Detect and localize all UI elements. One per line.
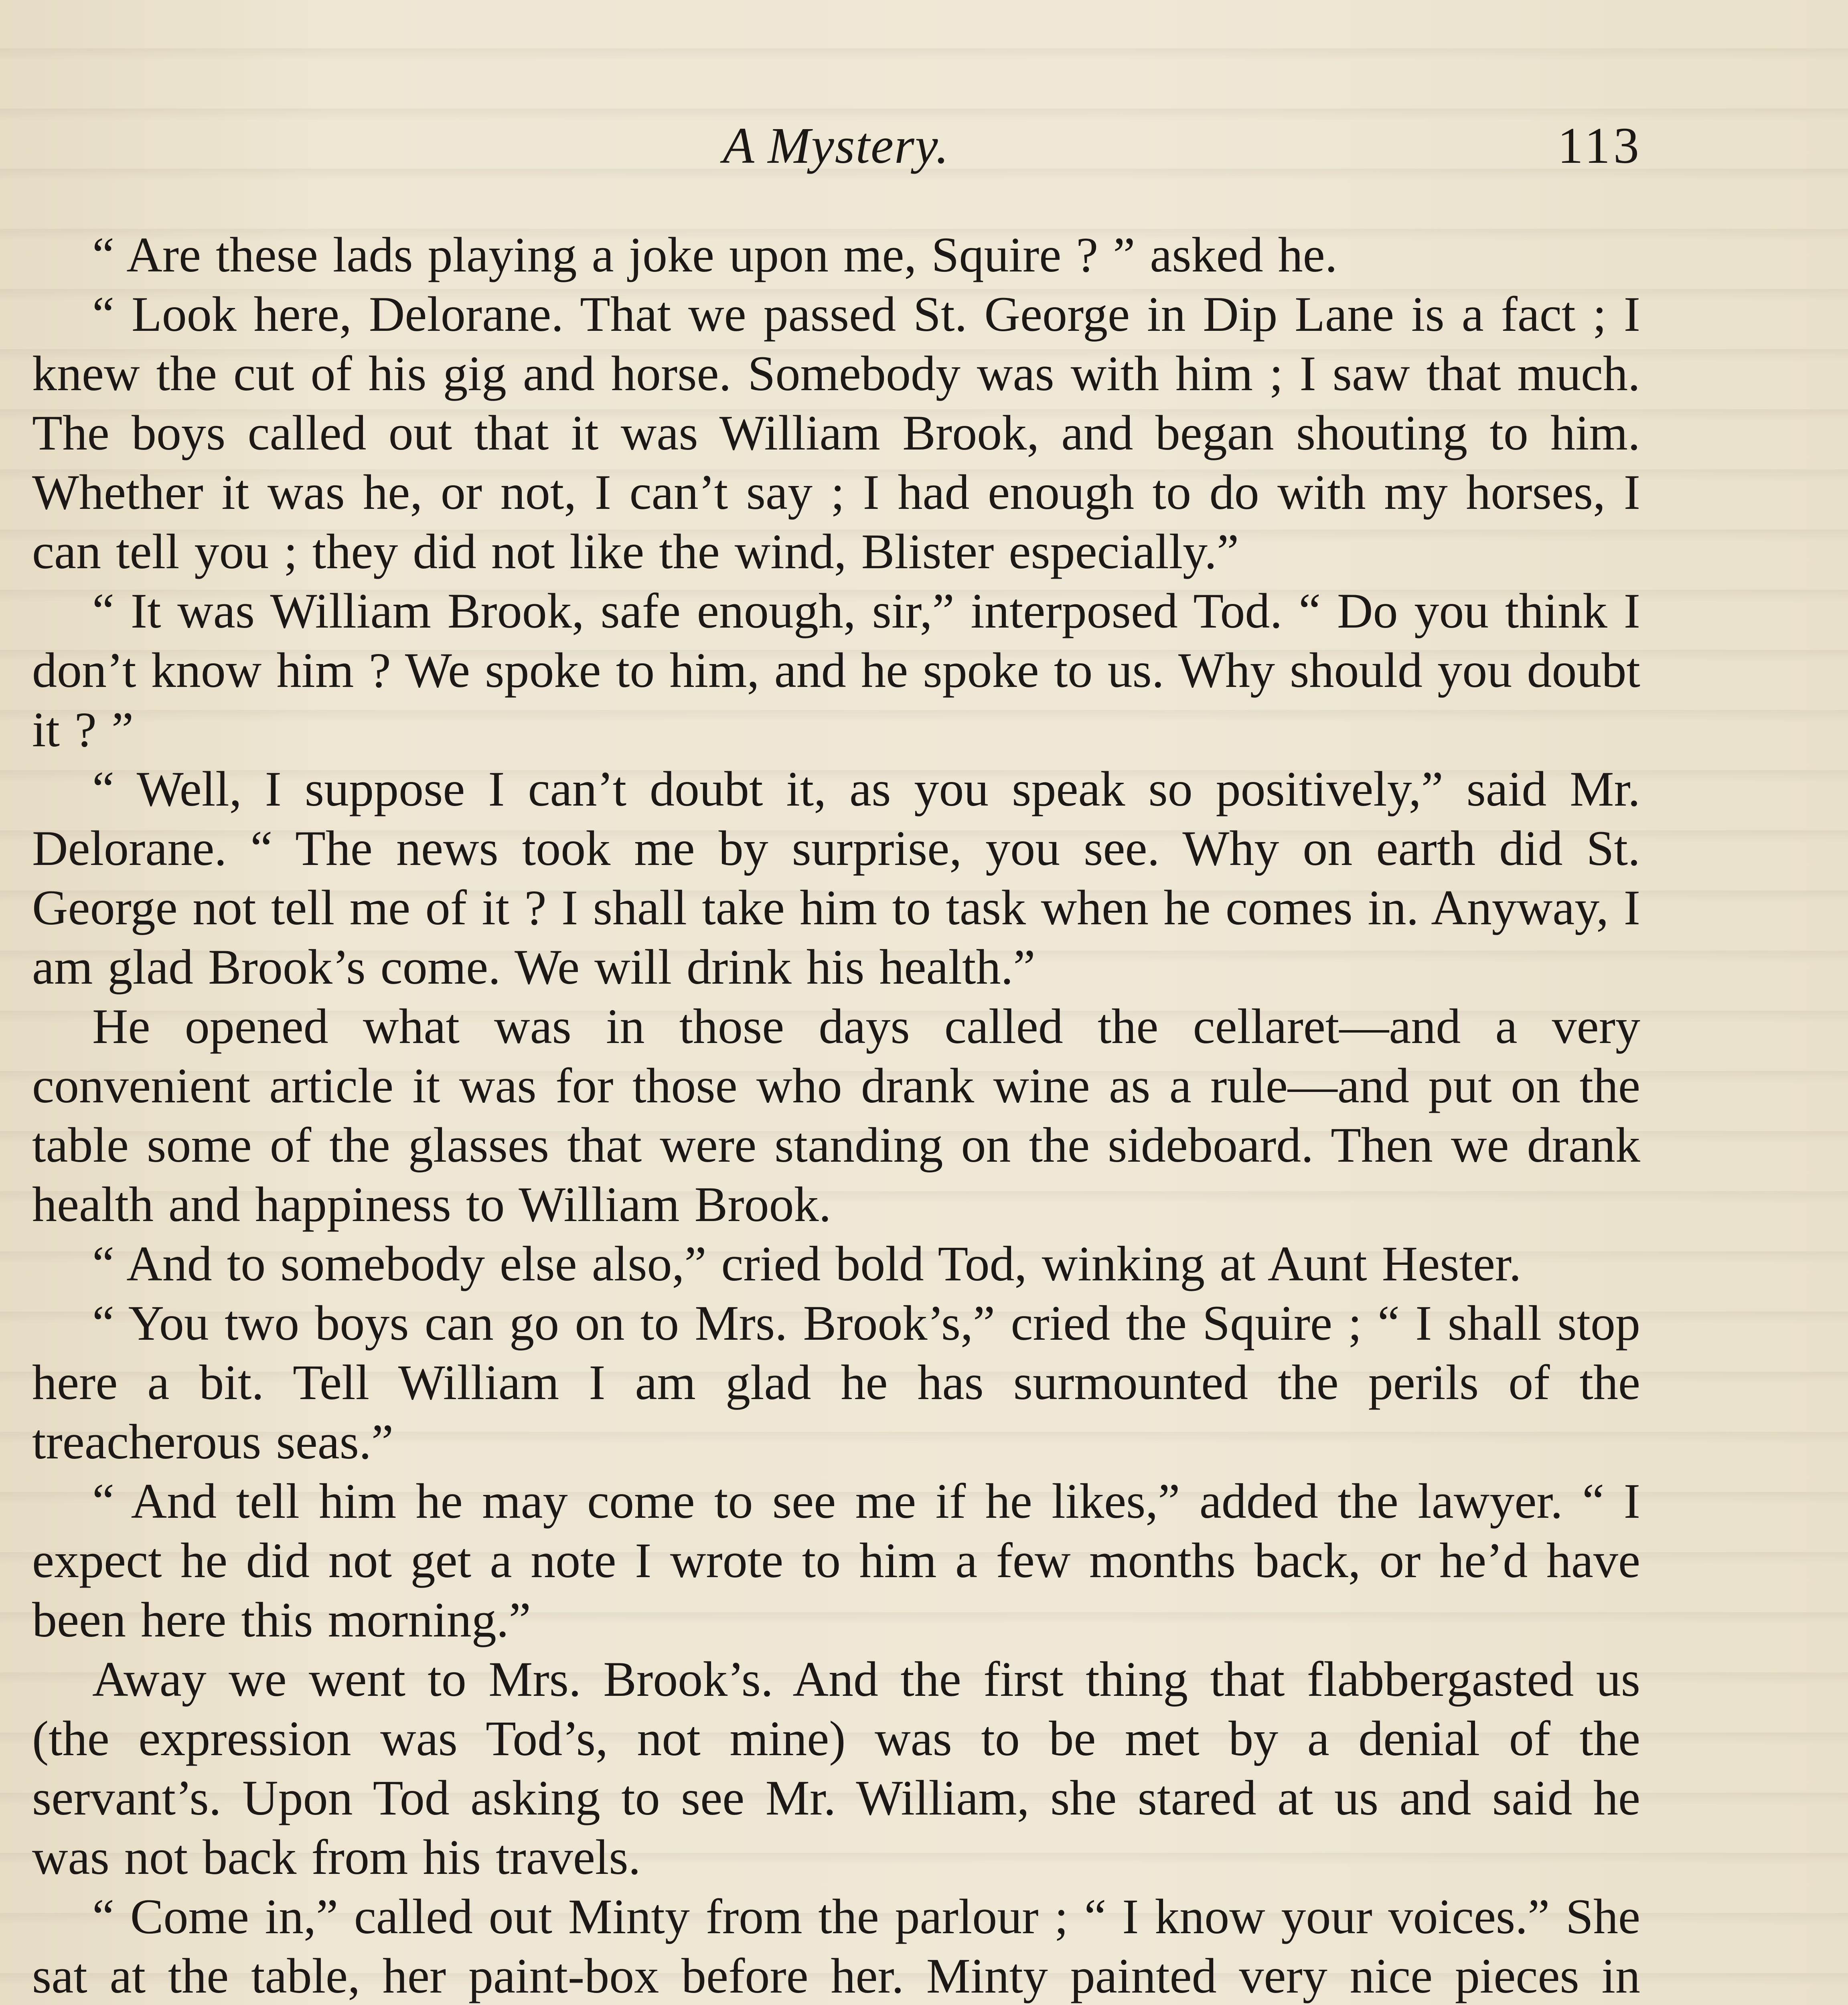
paragraph: “ Come in,” called out Minty from the parlour ; “ I know your voices.” She sat at the table, her paint-box before her. Minty painted very nice pieces in <box>32 1889 1640 2003</box>
body-text <box>32 225 1640 2005</box>
paragraph: He opened what was in those days called the cellaret—and a very convenient article it was for those who drank wine as a rule—and put on the table some of the glasses that were standing on the sideboard. Then we drank health and happiness to William Brook. <box>32 999 1640 1232</box>
page-header <box>30 116 1642 180</box>
paragraph: “ And tell him he may come to see me if he likes,” added the lawyer. “ I expect he did not get a note I wrote to him a few months back, or he’d have been here this morning.” <box>32 1474 1640 1647</box>
paragraph: “ Are these lads playing a joke upon me, Squire ? ” asked he. <box>92 227 1337 282</box>
paragraph: “ Well, I suppose I can’t doubt it, as you speak so positively,” said Mr. Delorane. “ The news took me by surprise, you see. Why on earth did St. George not tell me of it ? I shall take him to task when he comes in. Anyway, I am glad Brook’s come. We will drink his health.” <box>32 761 1640 994</box>
paragraph: “ You two boys can go on to Mrs. Brook’s,” cried the Squire ; “ I shall stop here a bit. Tell William I am glad he has surmounted the perils of the treacherous seas.” <box>32 1296 1640 1469</box>
running-title: A Mystery. <box>723 117 950 174</box>
paragraph: “ Look here, Delorane. That we passed St. George in Dip Lane is a fact ; I knew the cut of his gig and horse. Somebody was with him ; I saw that much. The boys called out that it was William Brook, and began shouting to him. Whether it was he, or not, I can’t say ; I had enough to do with my horses, I can tell you ; they did not like the wind, Blister especially.” <box>32 287 1640 579</box>
paragraph: “ And to somebody else also,” cried bold Tod, winking at Aunt Hester. <box>92 1236 1522 1291</box>
paragraph: Away we went to Mrs. Brook’s. And the first thing that flabbergasted us (the expression was Tod’s, not mine) was to be met by a denial of the servant’s. Upon Tod asking to see Mr. William, she stared at us and said he was not back from his travels. <box>32 1652 1640 1885</box>
paragraph: “ It was William Brook, safe enough, sir,” interposed Tod. “ Do you think I don’t know him ? We spoke to him, and he spoke to us. Why should you doubt it ? ” <box>32 583 1640 757</box>
page-number: 113 <box>1557 117 1642 174</box>
